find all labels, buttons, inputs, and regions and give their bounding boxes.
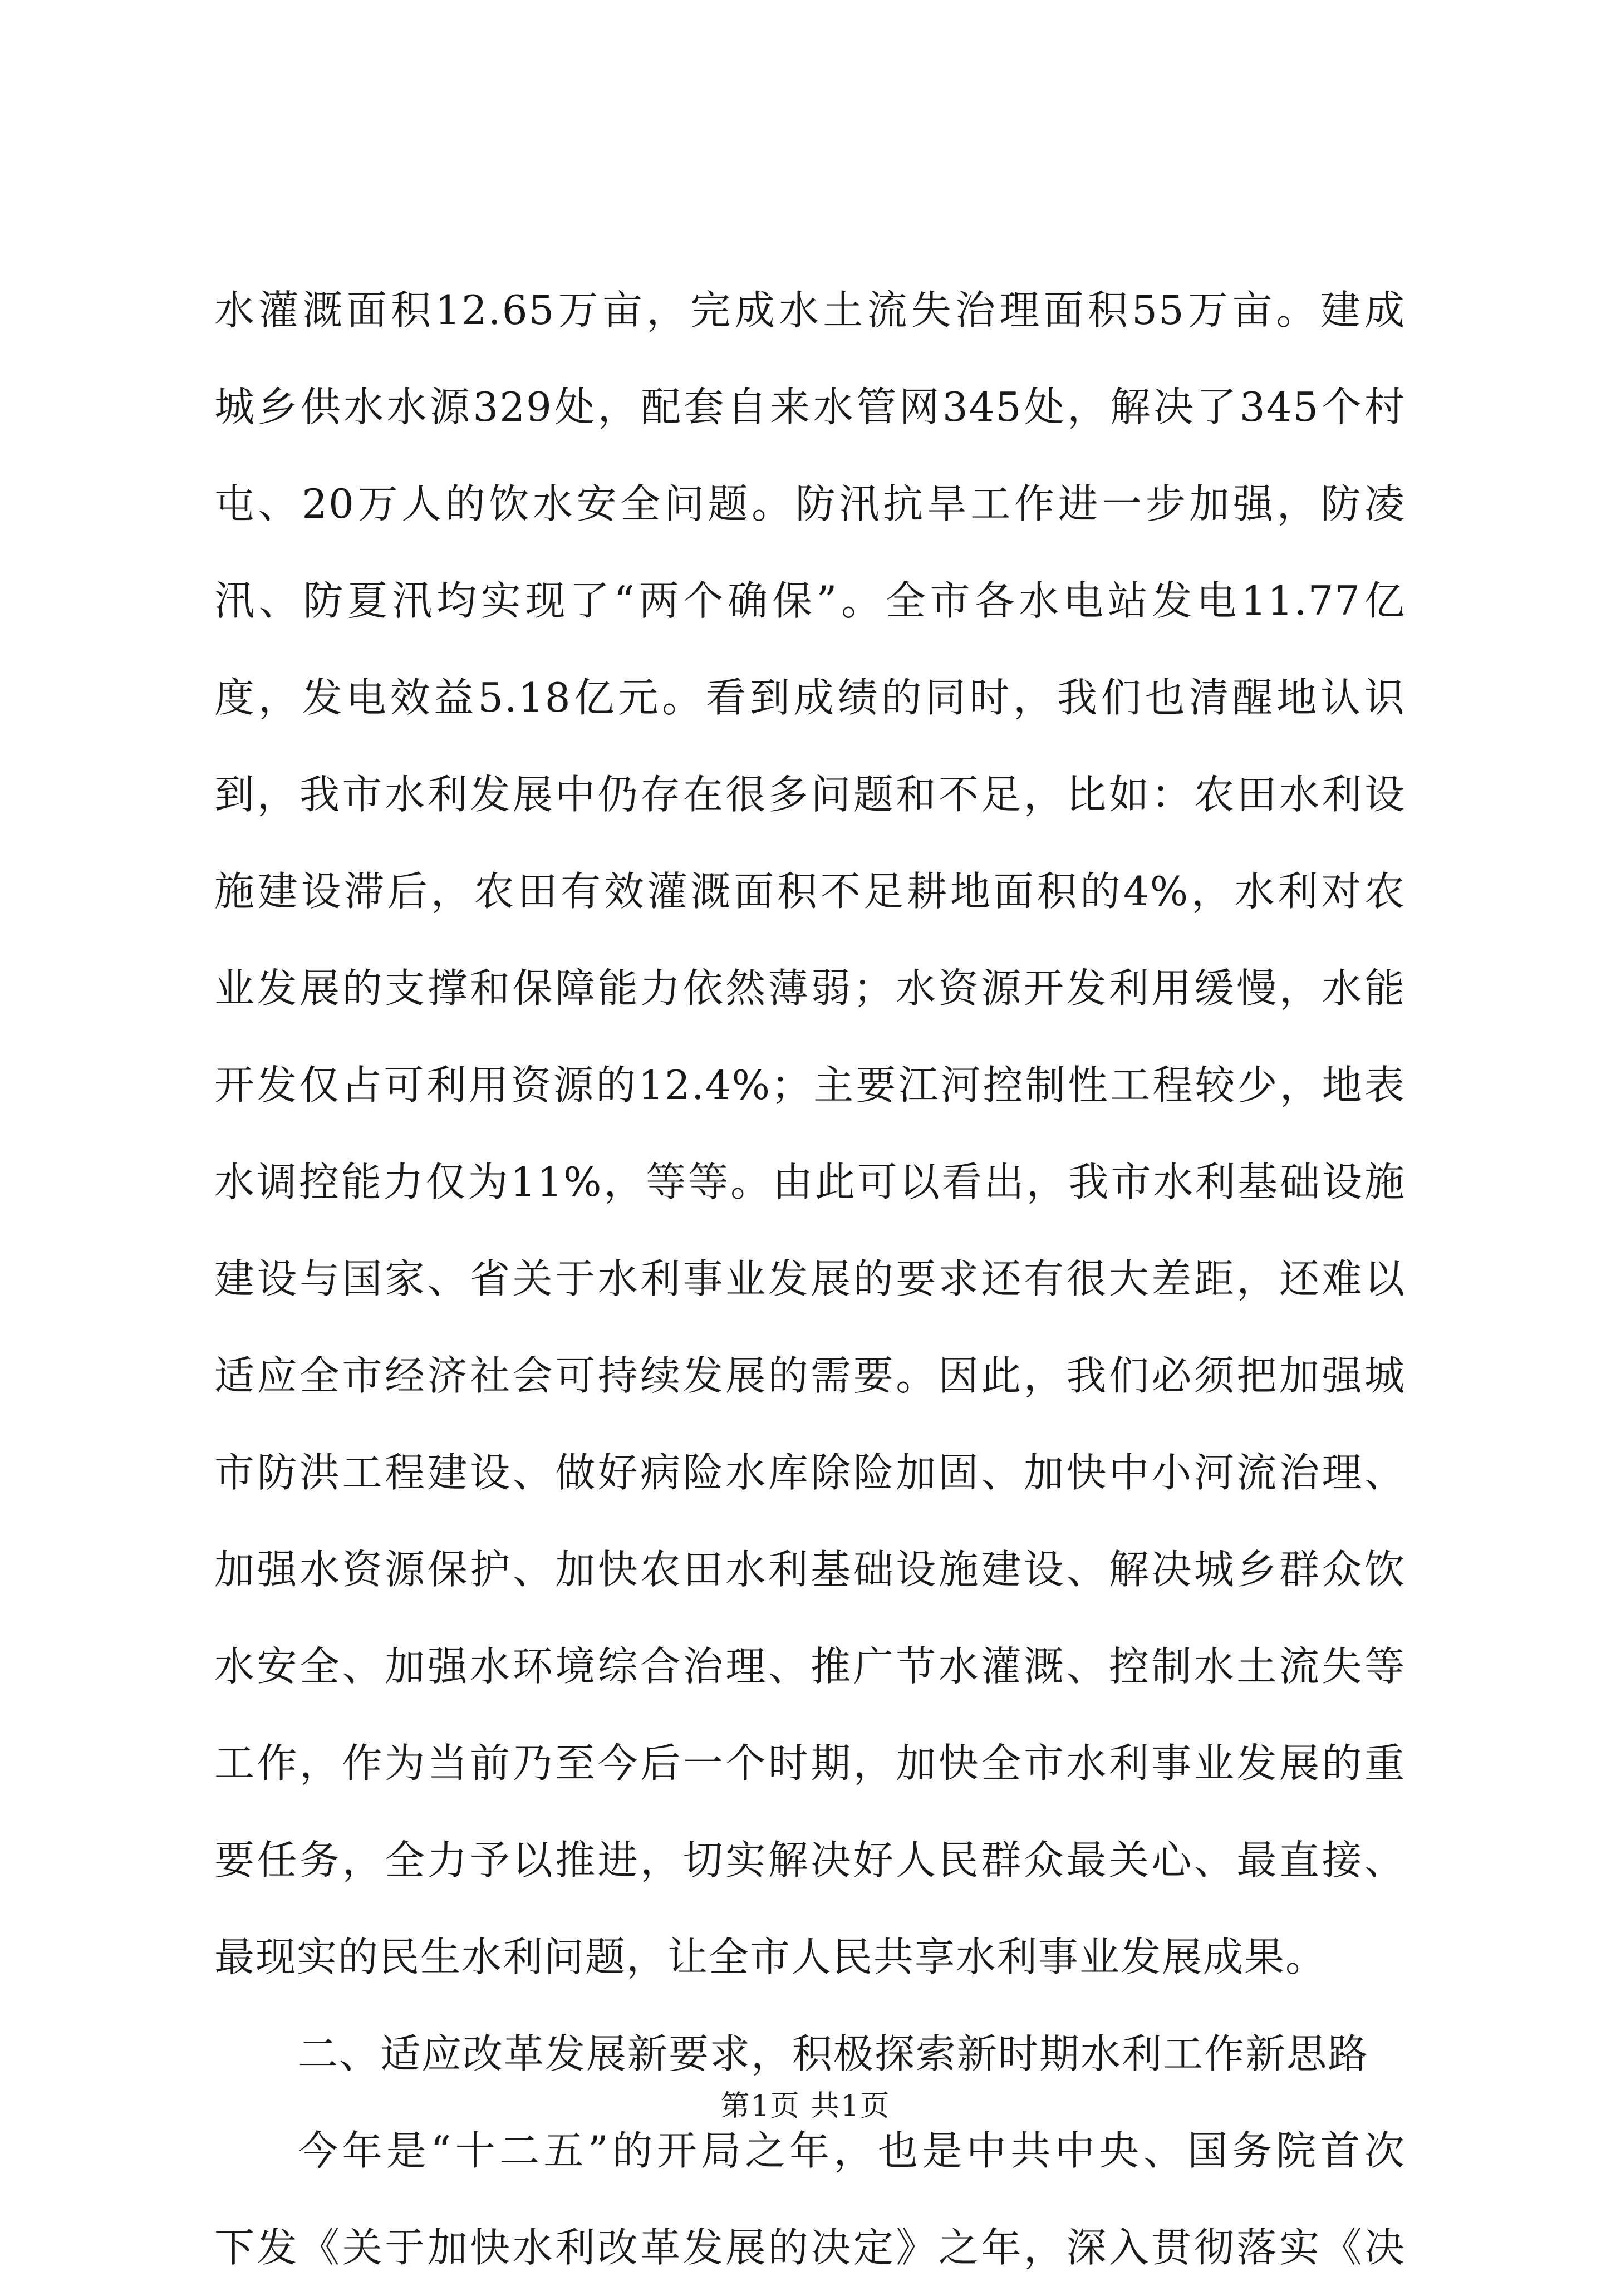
paragraph-line: 水调控能力仅为11%，等等。由此可以看出，我市水利基础设施 (214, 1159, 1406, 1205)
paragraph-line: 施建设滞后，农田有效灌溉面积不足耕地面积的4%，水利对农 (214, 868, 1406, 915)
paragraph-line: 业发展的支撑和保障能力依然薄弱；水资源开发利用缓慢，水能 (214, 965, 1406, 1012)
paragraph-line: 要任务，全力予以推进，切实解决好人民群众最关心、最直接、 (214, 1837, 1406, 1883)
paragraph-line: 汛、防夏汛均实现了“两个确保”。全市各水电站发电11.77亿 (214, 577, 1406, 624)
paragraph-line: 下发《关于加快水利改革发展的决定》之年，深入贯彻落实《决 (214, 2224, 1406, 2271)
paragraph-line: 市防洪工程建设、做好病险水库除险加固、加快中小河流治理、 (214, 1449, 1406, 1496)
paragraph-line: 开发仅占可利用资源的12.4%；主要江河控制性工程较少，地表 (214, 1062, 1406, 1108)
paragraph-line: 建设与国家、省关于水利事业发展的要求还有很大差距，还难以 (214, 1255, 1406, 1302)
paragraph-line: 度，发电效益5.18亿元。看到成绩的同时，我们也清醒地认识 (214, 674, 1406, 721)
paragraph-line: 工作，作为当前乃至今后一个时期，加快全市水利事业发展的重 (214, 1740, 1406, 1787)
paragraph-line: 到，我市水利发展中仍存在很多问题和不足，比如：农田水利设 (214, 771, 1406, 818)
paragraph-line: 水灌溉面积12.65万亩，完成水土流失治理面积55万亩。建成 (214, 287, 1406, 333)
paragraph-line: 今年是“十二五”的开局之年，也是中共中央、国务院首次 (298, 2127, 1406, 2174)
paragraph-line: 城乡供水水源329处，配套自来水管网345处，解决了345个村 (214, 384, 1406, 430)
paragraph-line: 适应全市经济社会可持续发展的需要。因此，我们必须把加强城 (214, 1352, 1406, 1399)
paragraph-line: 屯、20万人的饮水安全问题。防汛抗旱工作进一步加强，防凌 (214, 480, 1406, 527)
section-heading: 二、适应改革发展新要求，积极探索新时期水利工作新思路 (298, 2030, 1369, 2077)
paragraph-line: 水安全、加强水环境综合治理、推广节水灌溉、控制水土流失等 (214, 1643, 1406, 1690)
paragraph-line: 加强水资源保护、加快农田水利基础设施建设、解决城乡群众饮 (214, 1546, 1406, 1593)
page-number-footer: 第1页 共1页 (720, 2089, 891, 2123)
document-body (214, 262, 1406, 2296)
paragraph-line: 最现实的民生水利问题，让全市人民共享水利事业发展成果。 (214, 1934, 1327, 1980)
